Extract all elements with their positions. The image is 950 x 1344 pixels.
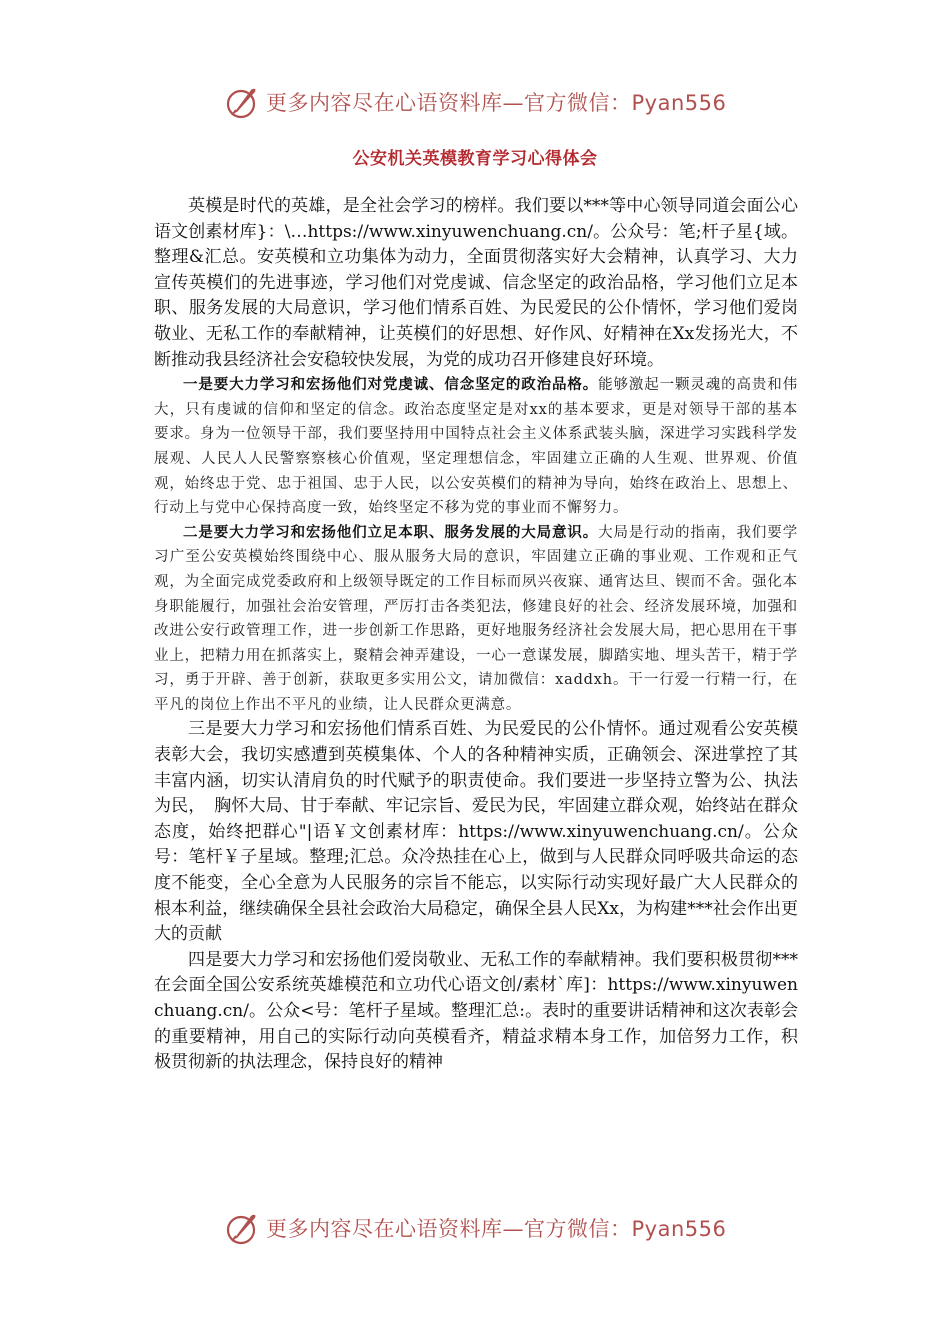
paragraph-intro xyxy=(154,194,798,373)
paragraph-lead: 一是要大力学习和宏扬他们对党虔诚、信念坚定的政治品格。 xyxy=(183,376,599,394)
quill-pen-logo-icon xyxy=(224,1210,260,1246)
paragraph-point-one xyxy=(154,373,798,521)
paragraph-point-two xyxy=(154,521,798,718)
paragraph-text: 三是要大力学习和宏扬他们情系百姓、为民爱民的公仆情怀。通过观看公安英模表彰大会，我切实感遭到英模集体、个人的各种精神实质，正确领会、深进掌控了其丰富内涵，切实认清肩负的时代赋予的职责使命。我们要进一步坚持立警为公、执法为民， 胸怀大局、甘于奉献、牢记宗旨、爱民为民，牢固建立群众观，始终站在群众态度，始终把群心"|语￥文创素材库：https://www.xinyuwenchuang.cn/。公众号：笔杆￥子星域。整理;汇总。众冷热挂在心上，做到与人民群众同呼吸共命运的态度不能变，全心全意为人民服务的宗旨不能忘，以实际行动实现好最广大人民群众的根本利益，继续确保全县社会政治大局稳定，确保全县人民Xx，为构建***社会作出更大的贡献 xyxy=(154,719,798,945)
paragraph-text: 英模是时代的英雄，是全社会学习的榜样。我们要以***等中心领导同道会面公心语文创素材库}：\…https://www.xinyuwenchuang.cn/。公众号：笔;杆子星{域。整理&汇总。安英模和立功集体为动力，全面贯彻落实好大会精神，认真学习、大力宣传英模们的先进事迹，学习他们对党虔诚、信念坚定的政治品格，学习他们立足本职、服务发展的大局意识，学习他们情系百姓、为民爱民的公仆情怀，学习他们爱岗敬业、无私工作的奉献精神，让英模们的好思想、好作风、好精神在Xx发扬光大，不断推动我县经济社会安稳较快发展，为党的成功召开修建良好环境。 xyxy=(154,196,798,370)
paragraph-point-three xyxy=(154,717,798,947)
header-banner xyxy=(224,82,744,122)
paragraph-point-four xyxy=(154,948,798,1076)
paragraph-text: 四是要大力学习和宏扬他们爱岗敬业、无私工作的奉献精神。我们要积极贯彻***在会面全国公安系统英雄模范和立功代心语文创/素材`库]：https://www.xinyuwenchuang.cn/。公众<号：笔杆子星域。整理汇总:。表时的重要讲话精神和这次表彰会的重要精神，用自己的实际行动向英模看齐，精益求精本身工作，加倍努力工作，积极贯彻新的执法理念，保持良好的精神 xyxy=(154,949,798,1073)
paragraph-text: 大局是行动的指南，我们要学习广至公安英模始终围绕中心、服从服务大局的意识，牢固建立正确的事业观、工作观和正气观，为全面完成党委政府和上级领导既定的工作目标而夙兴夜寐、通宵达旦、锲而不舍。强化本身职能履行，加强社会治安管理，严厉打击各类犯法，修建良好的社会、经济发展环境，加强和改进公安行政管理工作，进一步创新工作思路，更好地服务经济社会发展大局，把心思用在干事业上，把精力用在抓落实上，聚精会神弄建设，一心一意谋发展，脚踏实地、埋头苦干，精于学习，勇于开辟、善于创新，获取更多实用公文，请加微信：xaddxh。干一行爱一行精一行，在平凡的岗位上作出不平凡的业绩，让人民群众更满意。 xyxy=(154,524,798,713)
document-body xyxy=(154,194,798,1076)
footer-banner xyxy=(224,1208,744,1248)
paragraph-text: 能够激起一颗灵魂的高贵和伟大，只有虔诚的信仰和坚定的信念。政治态度坚定是对xx的基本要求，更是对领导干部的基本要求。身为一位领导干部，我们要坚持用中国特点社会主义体系武装头脑，深进学习实践科学发展观、人民人人民警察察核心价值观，坚定理想信念，牢固建立正确的人生观、世界观、价值观，始终忠于党、忠于祖国、忠于人民，以公安英模们的精神为导向，始终在政治上、思想上、行动上与党中心保持高度一致，始终坚定不移为党的事业而不懈努力。 xyxy=(154,377,798,517)
document-title: 公安机关英模教育学习心得体会 xyxy=(352,149,598,169)
footer-banner-text: 更多内容尽在心语资料库—官方微信：Pyan556 xyxy=(266,1217,727,1241)
paragraph-lead: 二是要大力学习和宏扬他们立足本职、服务发展的大局意识。 xyxy=(183,523,599,541)
quill-pen-logo-icon xyxy=(224,84,260,120)
header-banner-text: 更多内容尽在心语资料库—官方微信：Pyan556 xyxy=(266,91,727,115)
